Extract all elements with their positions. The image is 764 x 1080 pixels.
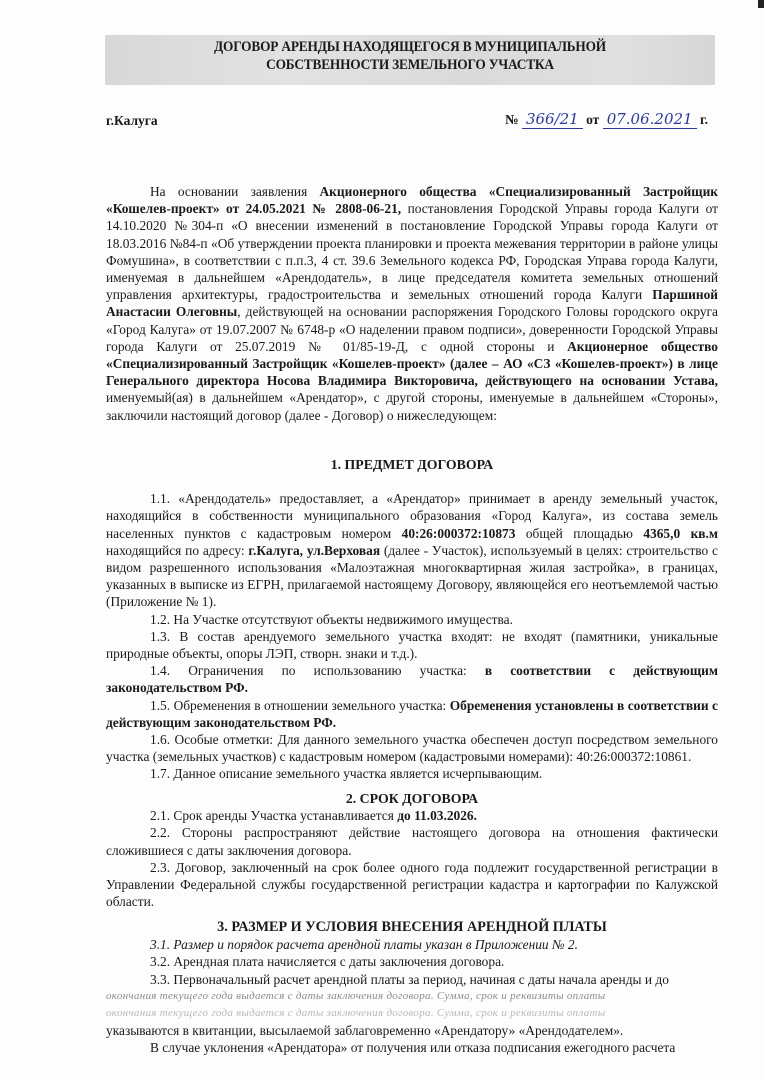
clause-3-3-scan-artifact-1: окончания текущего года выдается с даты заключения договора. Сумма, срок и реквизиты оплаты	[106, 989, 606, 1002]
section-3	[106, 919, 718, 1057]
section-2-heading: 2. СРОК ДОГОВОРА	[345, 791, 479, 806]
title-line-2: СОБСТВЕННОСТИ ЗЕМЕЛЬНОГО УЧАСТКА	[266, 57, 554, 73]
section-2	[106, 790, 718, 910]
clause-1-7: 1.7. Данное описание земельного участка является исчерпывающим.	[150, 766, 543, 782]
contract-number-line	[505, 110, 708, 128]
section-1-heading: 1. ПРЕДМЕТ ДОГОВОРА	[330, 457, 494, 472]
date-prefix: от	[586, 112, 600, 127]
preamble-paragraph: На основании заявления Акционерного общества «Специализированный Застройщик «Кошелев-проект» от 24.05.2021 № 2808-06-21, постановления Городской Управы города Калуги от 14.10.2020 №304-п «О внесении изменений в постановление Городской Управы города Калуги от 18.03.2016 №84-п «Об утверждении проекта планировки и проекта межевания территории в районе улицы Фомушина», в соответствии с п.п.3, 4 ст. 39.6 Земельного кодекса РФ, Городская Управа города Калуги, именуемая в дальнейшем «Арендодатель», в лице председателя комитета земельных отношений управления архитектуры, градостроительства и земельных отношений города Калуги Паршиной Анастасии Олеговны, действующей на основании распоряжения Городского Головы городского округа «Город Калуга» от 19.07.2007 № 6748-р «О наделении правом подписи», доверенности Городской Управы города Калуги от 25.07.2019 № 01/85-19-Д, с одной стороны и Акционерное общество «Специализированный Застройщик «Кошелев-проект» (далее – АО «СЗ «Кошелев-проект») в лице Генерального директора Носова Владимира Викторовича, действующего на основании Устава, именуемый(ая) в дальнейшем «Арендатор», с другой стороны, именуемые в дальнейшем «Стороны», заключили настоящий договор (далее - Договор) о нижеследующем:	[106, 184, 718, 423]
title-line-1: ДОГОВОР АРЕНДЫ НАХОДЯЩЕГОСЯ В МУНИЦИПАЛЬНОЙ	[214, 39, 606, 55]
clause-1-5: 1.5. Обременения в отношении земельного участка: Обременения установлены в соответствии с действующим законодательством РФ.	[106, 697, 718, 730]
section-1	[106, 456, 718, 783]
clause-2-1: 2.1. Срок аренды Участка устанавливается до 11.03.2026.	[150, 808, 477, 824]
clause-3-1: 3.1. Размер и порядок расчета арендной платы указан в Приложении № 2.	[150, 937, 578, 953]
clause-1-2: 1.2. На Участке отсутствуют объекты недвижимого имущества.	[150, 611, 513, 627]
clause-3-3: 3.3. Первоначальный расчет арендной платы за период, начиная с даты начала аренды и до	[150, 971, 669, 987]
date-suffix: г.	[699, 112, 708, 127]
clause-1-3: 1.3. В состав арендуемого земельного участка входят: не входят (памятники, уникальные природные объекты, опоры ЛЭП, створн. знаки и т.д.).	[106, 628, 718, 662]
clause-3-2: 3.2. Арендная плата начисляется с даты заключения договора.	[150, 954, 505, 970]
clause-1-4: 1.4. Ограничения по использованию участка: в соответствии с действующим законодательством РФ.	[106, 663, 718, 696]
clause-2-3: 2.3. Договор, заключенный на срок более одного года подлежит государственной регистрации в Управлении Федеральной службы государственной регистрации кадастра и картографии по Калужской области.	[106, 859, 718, 910]
preamble	[106, 183, 718, 424]
clause-1-1: 1.1. «Арендодатель» предоставляет, а «Арендатор» принимает в аренду земельный участок, находящийся в собственности муниципального образования «Город Калуга», из состава земель населенных пунктов с кадастровым номером 40:26:000372:10873 общей площадью 4365,0 кв.м находящийся по адресу: г.Калуга, ул.Верховая (далее - Участок), используемый в целях: строительство с видом разрешенного использования «Малоэтажная многоквартирная жилая застройка», в границах, указанных в выписке из ЕГРН, прилагаемой настоящему Договору, являющейся его неотъемлемой частью (Приложение № 1).	[106, 491, 718, 610]
contract-number: 366/21	[522, 110, 583, 129]
contract-date: 07.06.2021	[603, 110, 697, 129]
clause-3-3-scan-artifact-2: окончания текущего года выдается с даты заключения договора. Сумма, срок и реквизиты оплаты	[106, 1007, 606, 1020]
clause-3-3-continuation: В случае уклонения «Арендатора» от получения или отказа подписания ежегодного расчета	[150, 1040, 676, 1056]
clause-1-6: 1.6. Особые отметки: Для данного земельного участка обеспечен доступ посредством земельного участка (земельных участков) с кадастровым номером (кадастровыми номерами): 40:26:000372:10861.	[106, 732, 718, 765]
document-title	[129, 38, 690, 74]
scan-corner-mark	[758, 0, 764, 8]
clause-3-3-end: указываются в квитанции, высылаемой заблаговременно «Арендатору» «Арендодателем».	[106, 1023, 624, 1039]
number-prefix: №	[505, 112, 519, 127]
section-3-heading: 3. РАЗМЕР И УСЛОВИЯ ВНЕСЕНИЯ АРЕНДНОЙ ПЛАТЫ	[217, 919, 607, 935]
city-label: г.Калуга	[106, 113, 158, 128]
clause-2-2: 2.2. Стороны распространяют действие настоящего договора на отношения фактически сложившиеся с даты заключения договора.	[106, 825, 718, 858]
